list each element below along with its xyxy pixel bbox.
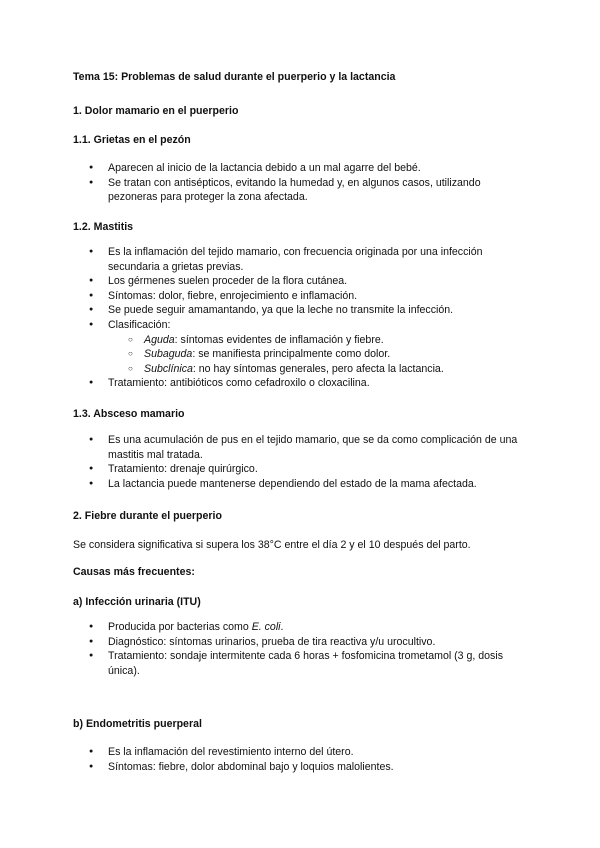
itu-heading: a) Infección urinaria (ITU): [73, 596, 201, 608]
sub-list-item: ○ Subclínica: no hay síntomas generales, pero afecta la lactancia.: [0, 362, 544, 377]
endometritis-list: [0, 745, 600, 774]
list-item: ● Tratamiento: sondaje intermitente cada 6 horas + fosfomicina trometamol (3 g, dosis única).: [0, 649, 528, 678]
absceso-list: [0, 433, 600, 491]
list-item: ● Tratamiento: drenaje quirúrgico.: [0, 462, 528, 477]
sub-list-item: ○ Subaguda: se manifiesta principalmente como dolor.: [0, 347, 544, 362]
list-item: ● Es la inflamación del tejido mamario, con frecuencia originada por una infección secundaria a grietas previas.: [0, 245, 528, 274]
fiebre-paragraph: Se considera significativa si supera los 38°C entre el día 2 y el 10 después del parto.: [73, 539, 471, 551]
list-item: ● Clasificación:: [0, 318, 528, 333]
causas-heading: Causas más frecuentes:: [73, 566, 195, 578]
mastitis-list: [0, 245, 600, 391]
section-1-1-heading: 1.1. Grietas en el pezón: [73, 134, 191, 146]
term: Aguda: [144, 333, 175, 346]
list-item: ● Producida por bacterias como E. coli.: [0, 620, 528, 635]
section-1-2-heading: 1.2. Mastitis: [73, 221, 134, 233]
list-item: ● Síntomas: dolor, fiebre, enrojecimiento e inflamación.: [0, 289, 528, 304]
sub-list-item: ○ Aguda: síntomas evidentes de inflamación y fiebre.: [0, 333, 544, 348]
document-title: Tema 15: Problemas de salud durante el puerperio y la lactancia: [73, 71, 396, 83]
term: Subaguda: [144, 348, 193, 361]
list-item: ● Se tratan con antisépticos, evitando la humedad y, en algunos casos, utilizando pezoneras para proteger la zona afectada.: [0, 176, 528, 205]
section-1-heading: 1. Dolor mamario en el puerperio: [73, 105, 239, 117]
itu-list: [0, 620, 600, 678]
bacteria-name: E. coli: [251, 621, 281, 633]
list-item: ● Se puede seguir amamantando, ya que la leche no transmite la infección.: [0, 303, 528, 318]
grietas-list: [0, 161, 600, 205]
list-item: ● La lactancia puede mantenerse dependiendo del estado de la mama afectada.: [0, 477, 528, 492]
list-item: ● Tratamiento: antibióticos como cefadroxilo o cloxacilina.: [0, 376, 528, 391]
list-item: ● Síntomas: fiebre, dolor abdominal bajo y loquios malolientes.: [0, 760, 528, 775]
list-item: ● Es una acumulación de pus en el tejido mamario, que se da como complicación de una mastitis mal tratada.: [0, 433, 528, 462]
list-item: ● Los gérmenes suelen proceder de la flora cutánea.: [0, 274, 528, 289]
section-1-3-heading: 1.3. Absceso mamario: [73, 408, 185, 420]
term: Subclínica: [144, 362, 193, 375]
list-item: ● Es la inflamación del revestimiento interno del útero.: [0, 745, 528, 760]
list-item: ● Aparecen al inicio de la lactancia debido a un mal agarre del bebé.: [0, 161, 528, 176]
endometritis-heading: b) Endometritis puerperal: [73, 718, 202, 730]
section-2-heading: 2. Fiebre durante el puerperio: [73, 510, 222, 522]
list-item: ● Diagnóstico: síntomas urinarios, prueba de tira reactiva y/u urocultivo.: [0, 635, 528, 650]
